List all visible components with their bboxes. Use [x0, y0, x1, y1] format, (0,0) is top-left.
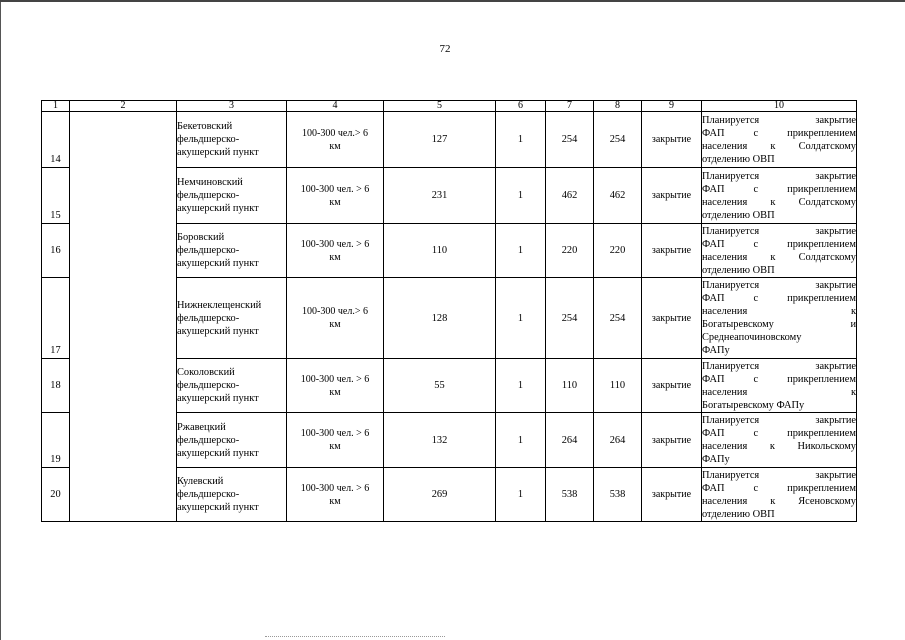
header-cell-9: 9	[642, 101, 702, 112]
text-line: населения к Никольскому	[702, 441, 856, 452]
text-line: отделению ОВП	[702, 209, 775, 221]
text-line: фельдшерско-	[177, 380, 240, 391]
plan-note	[702, 168, 857, 224]
action-cell: закрытие	[642, 168, 702, 224]
plan-note	[702, 278, 857, 359]
population-distance	[287, 359, 384, 413]
text-line: населения к	[702, 306, 856, 317]
text-line: Нижнеклещенский	[177, 299, 262, 311]
text-line: 100-300 чел. > 6	[300, 238, 370, 250]
text-line: км	[329, 441, 341, 452]
column-2-empty-cell	[70, 112, 177, 522]
value-col-8: 254	[594, 112, 642, 168]
value-col-8: 462	[594, 168, 642, 224]
plan-note	[702, 413, 857, 468]
header-cell-2: 2	[70, 101, 177, 112]
text-line: км	[329, 319, 341, 330]
value-col-6: 1	[496, 168, 546, 224]
value-col-7: 254	[546, 278, 594, 359]
text-line: км	[329, 386, 341, 398]
text-line: акушерский пункт	[177, 502, 259, 513]
value-col-5: 110	[384, 224, 496, 278]
text-line: акушерский пункт	[177, 393, 259, 404]
scan-artifact-dots	[265, 636, 445, 637]
text-line: Планируется закрытие	[702, 469, 856, 481]
value-col-7: 462	[546, 168, 594, 224]
value-col-7: 220	[546, 224, 594, 278]
value-col-5: 269	[384, 468, 496, 522]
text-line: населения к Ясеновскому	[702, 495, 856, 507]
facility-name	[177, 278, 287, 359]
value-col-6: 1	[496, 278, 546, 359]
text-line: отделению ОВП	[702, 153, 775, 165]
value-col-5: 128	[384, 278, 496, 359]
row-number: 16	[42, 224, 70, 278]
text-line: акушерский пункт	[177, 447, 259, 459]
header-cell-8: 8	[594, 101, 642, 112]
value-col-7: 254	[546, 112, 594, 168]
row-number: 18	[42, 359, 70, 413]
text-line: км	[329, 495, 341, 507]
text-line: км	[329, 196, 341, 208]
facilities-table	[41, 100, 857, 522]
page-number: 72	[439, 43, 451, 55]
text-line: ФАПу	[702, 345, 730, 356]
text-line: 100-300 чел. > 6	[300, 482, 370, 494]
population-distance	[287, 278, 384, 359]
value-col-8: 110	[594, 359, 642, 413]
text-line: Ржавецкий	[177, 421, 226, 433]
text-line: 100-300 чел. > 6	[300, 183, 370, 195]
text-line: ФАП с прикреплением	[702, 293, 856, 304]
text-line: Планируется закрытие	[702, 280, 856, 291]
text-line: Планируется закрытие	[702, 170, 856, 182]
text-line: отделению ОВП	[702, 508, 775, 520]
header-cell-10: 10	[702, 101, 857, 112]
facility-name	[177, 413, 287, 468]
text-line: ФАП с прикреплением	[702, 238, 856, 250]
facility-name	[177, 359, 287, 413]
value-col-8: 254	[594, 278, 642, 359]
text-line: Боровский	[177, 232, 225, 243]
value-col-6: 1	[496, 359, 546, 413]
text-line: населения к Солдатскому	[702, 140, 856, 152]
facility-name	[177, 168, 287, 224]
action-cell: закрытие	[642, 468, 702, 522]
action-cell: закрытие	[642, 224, 702, 278]
value-col-8: 538	[594, 468, 642, 522]
text-line: Планируется закрытие	[702, 114, 856, 126]
text-line: Богатыревскому ФАПу	[702, 399, 805, 411]
row-number: 14	[42, 112, 70, 168]
value-col-7: 110	[546, 359, 594, 413]
plan-note	[702, 359, 857, 413]
row-number: 19	[42, 413, 70, 468]
text-line: Кулевский	[177, 476, 224, 487]
header-cell-6: 6	[496, 101, 546, 112]
population-distance	[287, 413, 384, 468]
value-col-7: 264	[546, 413, 594, 468]
facility-name	[177, 112, 287, 168]
action-cell: закрытие	[642, 278, 702, 359]
text-line: ФАП с прикреплением	[702, 428, 856, 439]
text-line: фельдшерско-	[177, 489, 240, 500]
value-col-6: 1	[496, 112, 546, 168]
text-line: акушерский пункт	[177, 258, 259, 269]
text-line: населения к Солдатскому	[702, 251, 856, 263]
text-line: фельдшерско-	[177, 245, 240, 256]
header-cell-1: 1	[42, 101, 70, 112]
value-col-8: 264	[594, 413, 642, 468]
row-number: 17	[42, 278, 70, 359]
scan-border-left	[0, 0, 1, 640]
action-cell: закрытие	[642, 112, 702, 168]
text-line: 100-300 чел. > 6	[300, 428, 370, 439]
text-line: акушерский пункт	[177, 203, 259, 214]
text-line: Среднеапочиновскому	[702, 332, 802, 343]
header-cell-3: 3	[177, 101, 287, 112]
text-line: Планируется закрытие	[702, 360, 856, 372]
text-line: населения к	[702, 386, 856, 398]
value-col-5: 231	[384, 168, 496, 224]
scan-border-top	[0, 0, 905, 2]
population-distance	[287, 468, 384, 522]
plan-note	[702, 468, 857, 522]
text-line: населения к Солдатскому	[702, 196, 856, 208]
text-line: фельдшерско-	[177, 134, 240, 145]
row-number: 15	[42, 168, 70, 224]
value-col-5: 55	[384, 359, 496, 413]
header-cell-5: 5	[384, 101, 496, 112]
facility-name	[177, 468, 287, 522]
text-line: ФАП с прикреплением	[702, 183, 856, 195]
text-line: отделению ОВП	[702, 264, 775, 276]
text-line: акушерский пункт	[177, 325, 259, 337]
text-line: Соколовский	[177, 367, 235, 378]
plan-note	[702, 224, 857, 278]
text-line: км	[329, 251, 341, 263]
population-distance	[287, 168, 384, 224]
text-line: Бекетовский	[177, 121, 233, 132]
text-line: ФАП с прикреплением	[702, 482, 856, 494]
value-col-6: 1	[496, 224, 546, 278]
text-line: Планируется закрытие	[702, 415, 856, 426]
text-line: фельдшерско-	[177, 312, 240, 324]
text-line: 100-300 чел.> 6	[302, 306, 368, 317]
population-distance	[287, 224, 384, 278]
header-row	[42, 101, 857, 112]
text-line: Богатыревскому и	[702, 319, 856, 330]
text-line: Немчиновский	[177, 177, 243, 188]
text-line: 100-300 чел.> 6	[302, 127, 368, 139]
header-cell-4: 4	[287, 101, 384, 112]
text-line: ФАПу	[702, 454, 730, 465]
value-col-6: 1	[496, 413, 546, 468]
text-line: акушерский пункт	[177, 147, 259, 158]
text-line: Планируется закрытие	[702, 225, 856, 237]
text-line: фельдшерско-	[177, 190, 240, 201]
text-line: фельдшерско-	[177, 434, 240, 446]
facility-name	[177, 224, 287, 278]
text-line: км	[329, 140, 341, 152]
text-line: ФАП с прикреплением	[702, 127, 856, 139]
value-col-7: 538	[546, 468, 594, 522]
text-line: ФАП с прикреплением	[702, 373, 856, 385]
value-col-5: 127	[384, 112, 496, 168]
text-line: 100-300 чел. > 6	[300, 373, 370, 385]
action-cell: закрытие	[642, 413, 702, 468]
table-row	[42, 112, 857, 168]
value-col-8: 220	[594, 224, 642, 278]
action-cell: закрытие	[642, 359, 702, 413]
value-col-6: 1	[496, 468, 546, 522]
row-number: 20	[42, 468, 70, 522]
header-cell-7: 7	[546, 101, 594, 112]
population-distance	[287, 112, 384, 168]
plan-note	[702, 112, 857, 168]
value-col-5: 132	[384, 413, 496, 468]
